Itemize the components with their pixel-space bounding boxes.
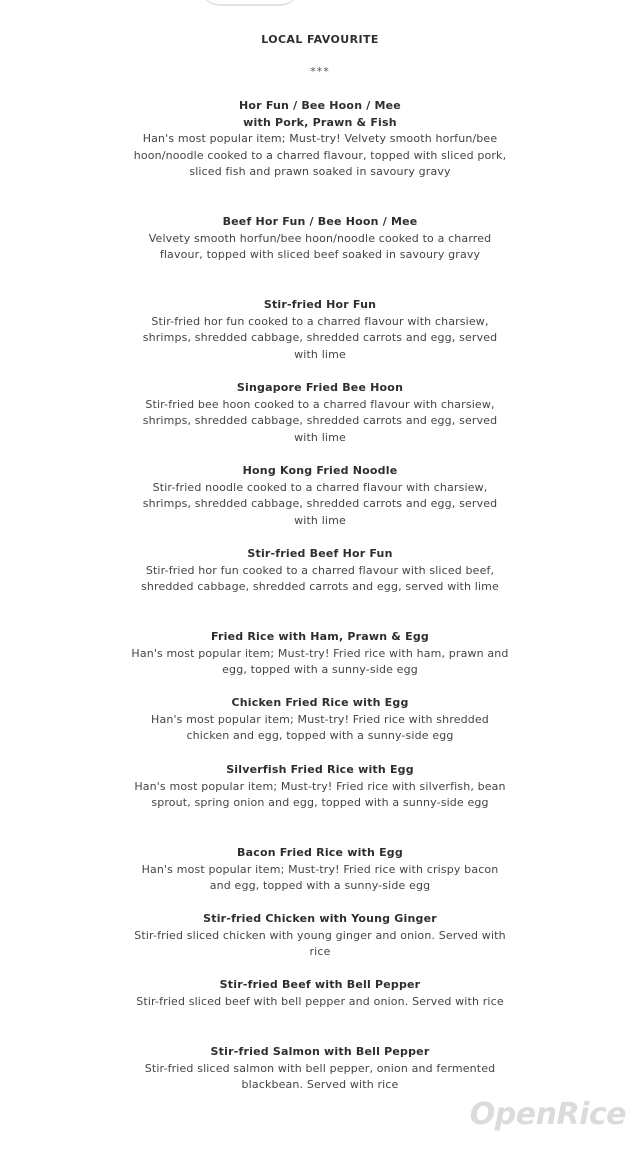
menu-item-name: Stir-fried Chicken with Young Ginger [203,912,437,925]
menu-item-name: Singapore Fried Bee Hoon [236,381,404,394]
menu-item-name: Beef Hor Fun / Bee Hoon / Mee [222,215,418,228]
top-decorative-arc [200,0,300,6]
menu-item-singapore-fried-bee-hoon [130,380,510,446]
menu-item-silverfish-fried-rice [130,762,510,812]
menu-item-description: Stir-fried bee hoon cooked to a charred flavour with charsiew, shrimps, shredded cabbage, shredded carrots and egg, served with lime [142,397,498,444]
menu-item-description: Stir-fried sliced beef with bell pepper and onion. Served with rice [136,994,504,1008]
menu-item-description: Stir-fried hor fun cooked to a charred flavour with charsiew, shrimps, shredded cabbage, shredded carrots and egg, served with lime [142,314,498,361]
menu-item-description: Han's most popular item; Must-try! Fried rice with shredded chicken and egg, topped with a sunny-side egg [151,712,489,743]
menu-item-beef-hor-fun [130,214,510,264]
menu-item-description: Han's most popular item; Must-try! Velvety smooth horfun/bee hoon/noodle cooked to a charred flavour, topped with sliced pork, sliced fish and prawn soaked in savoury gravy [133,132,507,179]
menu-item-description: Stir-fried sliced chicken with young ginger and onion. Served with rice [134,928,506,959]
menu-item-name: Stir-fried Beef with Bell Pepper [219,978,421,991]
menu-item-description: Han's most popular item; Must-try! Fried rice with crispy bacon and egg, topped with a sunny-side egg [141,862,499,893]
menu-item-description: Velvety smooth horfun/bee hoon/noodle cooked to a charred flavour, topped with sliced beef soaked in savoury gravy [148,231,492,262]
menu-item-fried-rice-ham-prawn-egg [130,629,510,679]
menu-item-name: Fried Rice with Ham, Prawn & Egg [211,630,429,643]
menu-item-hor-fun-pork-prawn-fish [130,98,510,181]
menu-item-name: Stir-fried Salmon with Bell Pepper [210,1045,430,1058]
menu-item-beef-bell-pepper [130,977,510,1010]
menu-item-name: Silverfish Fried Rice with Egg [226,763,414,776]
section-title: LOCAL FAVOURITE [261,33,379,46]
menu-item-description: Stir-fried sliced salmon with bell pepper, onion and fermented blackbean. Served with rice [144,1061,496,1092]
menu-item-name: Chicken Fried Rice with Egg [231,696,409,709]
menu-item-description: Stir-fried noodle cooked to a charred flavour with charsiew, shrimps, shredded cabbage, shredded carrots and egg, served with lime [142,480,498,527]
openrice-watermark-logo: OpenRice [469,1097,626,1132]
menu-item-name: Stir-fried Beef Hor Fun [247,547,393,560]
menu-item-chicken-fried-rice [130,695,510,745]
menu-item-chicken-young-ginger [130,911,510,961]
menu-item-hong-kong-fried-noodle [130,463,510,529]
menu-item-stir-fried-hor-fun [130,297,510,363]
menu-item-name: Stir-fried Hor Fun [263,298,377,311]
menu-item-bacon-fried-rice [130,845,510,895]
menu-item-stir-fried-beef-hor-fun [130,546,510,596]
menu-item-description: Stir-fried hor fun cooked to a charred flavour with sliced beef, shredded cabbage, shredded carrots and egg, served with lime [141,563,499,594]
menu-item-name: Hong Kong Fried Noodle [242,464,398,477]
menu-item-description: Han's most popular item; Must-try! Fried rice with silverfish, bean sprout, spring onion and egg, topped with a sunny-side egg [134,779,506,810]
menu-item-name: Hor Fun / Bee Hoon / Mee with Pork, Prawn & Fish [239,99,401,129]
menu-item-salmon-bell-pepper [130,1044,510,1094]
menu-item-name: Bacon Fried Rice with Egg [237,846,403,859]
section-divider: *** [310,65,330,78]
menu-item-description: Han's most popular item; Must-try! Fried rice with ham, prawn and egg, topped with a sunny-side egg [131,646,509,677]
